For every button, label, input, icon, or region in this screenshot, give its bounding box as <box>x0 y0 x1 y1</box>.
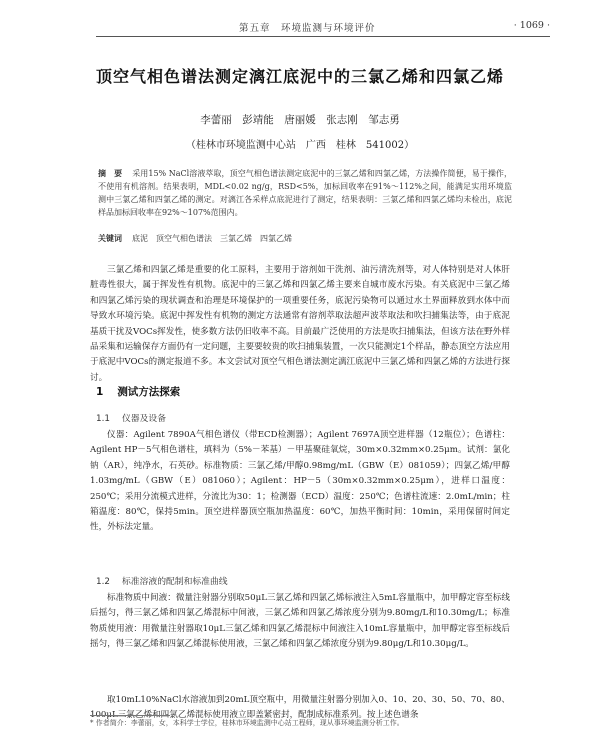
chapter-heading: 第五章 环境监测与环境评价 <box>239 23 376 34</box>
subsection-number: 1.2 <box>96 577 110 587</box>
standards-text: 标准物质中间液：微量注射器分别取50μL三氯乙烯和四氯乙烯标液注入5mL容量瓶中，加甲醇定容至标线后摇匀，得三氯乙烯和四氯乙烯混标中间液，三氯乙烯和四氯乙烯浓度分别为9.80mg/L和10.30mg/L；标准物质使用液：用微量注射器取10μL三氯乙烯和四氯乙烯混标中间液注入10mL容量瓶中，加甲醇定容至标线后摇匀，得三氯乙烯和四氯乙烯混标使用液，三氯乙烯和四氯乙烯浓度分别为9.80μg/L和10.30μg/L。 <box>90 593 510 650</box>
keywords-text: 底泥 顶空气相色谱法 三氯乙烯 四氯乙烯 <box>132 234 292 243</box>
author-list: 李蕾丽 彭靖能 唐丽媛 张志刚 邹志勇 <box>200 114 400 126</box>
instruments-paragraph <box>90 428 510 536</box>
standards-paragraph <box>90 591 510 653</box>
abstract-label: 摘 要 <box>98 169 123 178</box>
intro-paragraph <box>90 263 510 386</box>
section-title: 测试方法探索 <box>117 386 181 398</box>
affiliation: （桂林市环境监测中心站 广西 桂林 541002） <box>185 140 415 151</box>
abstract-text: 采用15% NaCl溶液萃取，顶空气相色谱法测定底泥中的三氯乙烯和四氯乙烯，方法操作简便，易于操作，不使用有机溶剂。结果表明，MDL<0.02 ng/g，RSD<5%，加标回收率在91%～112%之间，能满足实用环境监测中三氯乙烯和四氯乙烯的测定。对漓江各采样点底泥进行了测定，结果表明：三氯乙烯和四氯乙烯均未检出，底泥样品加标回收率在92%～107%范围内。 <box>98 169 512 217</box>
calibration-text: 取10mL10%NaCl水溶液加到20mL顶空瓶中，用微量注射器分别加入0、10、20、30、50、70、80、100μL三氯乙烯和四氯乙烯混标使用液立即盖紧密封，配制成标准系列。按上述色谱条 <box>90 695 510 721</box>
intro-text: 三氯乙烯和四氯乙烯是重要的化工原料，主要用于溶剂如干洗剂、油污清洗剂等，对人体特别是对人体肝脏毒性很大，属于挥发性有机物。底泥中的三氯乙烯和四氯乙烯主要来自城市废水污染。有关底泥中三氯乙烯和四氯乙烯污染的现状调查和治理是环境保护的一项重要任务，底泥污染物可以通过水土界面释放到水体中而导致水环境污染。底泥中挥发性有机物的测定方法通常有溶剂萃取法超声波萃取法和吹扫捕集法等，由于底泥基质干扰及VOCs挥发性，使多数方法仍旧收率不高。目前最广泛使用的方法是吹扫捕集法，但该方法在野外样品采集和运输保存方面仍有一定问题，主要要较贵的吹扫捕集装置，一次只能测定1个样品，静态顶空方法应用于底泥中VOCs的测定报道不多。本文尝试对顶空气相色谱法测定漓江底泥中三氯乙烯和四氯乙烯的方法进行探讨。 <box>90 265 510 383</box>
footnote-rule <box>90 715 170 716</box>
paper-title: 顶空气相色谱法测定漓江底泥中的三氯乙烯和四氯乙烯 <box>95 67 504 86</box>
abstract <box>98 167 512 219</box>
subsection-number: 1.1 <box>96 414 110 424</box>
header-rule <box>96 36 550 37</box>
author-footnote: * 作者简介：李蕾丽，女，本科学士学位，桂林市环境监测中心站工程师，现从事环境监测分析工作。 <box>90 719 404 727</box>
subsection-heading-instruments <box>96 411 166 424</box>
subsection-title: 仪器及设备 <box>122 414 166 424</box>
running-head <box>96 18 550 36</box>
page-number: · 1069 · <box>513 20 550 31</box>
instruments-text: 仪器：Agilent 7890A气相色谱仪（带ECD检测器）；Agilent 7697A顶空进样器（12瓶位）；色谱柱：Agilent HP－5气相色谱柱，填料为（5%－苯基）－甲基聚硅氧烷，30m×0.32mm×0.25μm。试剂：氯化钠（AR），纯净水，石英砂。标准物质：三氯乙烯/甲醇0.98mg/mL（GBW（E）081059）；四氯乙烯/甲醇1.03mg/mL（GBW（E）081060）；Agilent：HP－5（30m×0.32mm×0.25μm），进样口温度：250℃；采用分流模式进样，分流比为30：1；检测器（ECD）温度：250℃；色谱柱流速：2.0mL/min；柱箱温度：80℃，保持5min。顶空进样器顶空瓶加热温度：60℃，加热平衡时间：10min，采用保留时间定性，外标法定量。 <box>90 430 510 533</box>
subsection-heading-standards <box>96 574 228 587</box>
section-number: 1 <box>96 386 104 398</box>
keywords <box>98 232 512 245</box>
section-heading <box>96 384 180 399</box>
subsection-title: 标准溶液的配制和标准曲线 <box>122 577 228 587</box>
keywords-label: 关键词 <box>98 234 122 243</box>
